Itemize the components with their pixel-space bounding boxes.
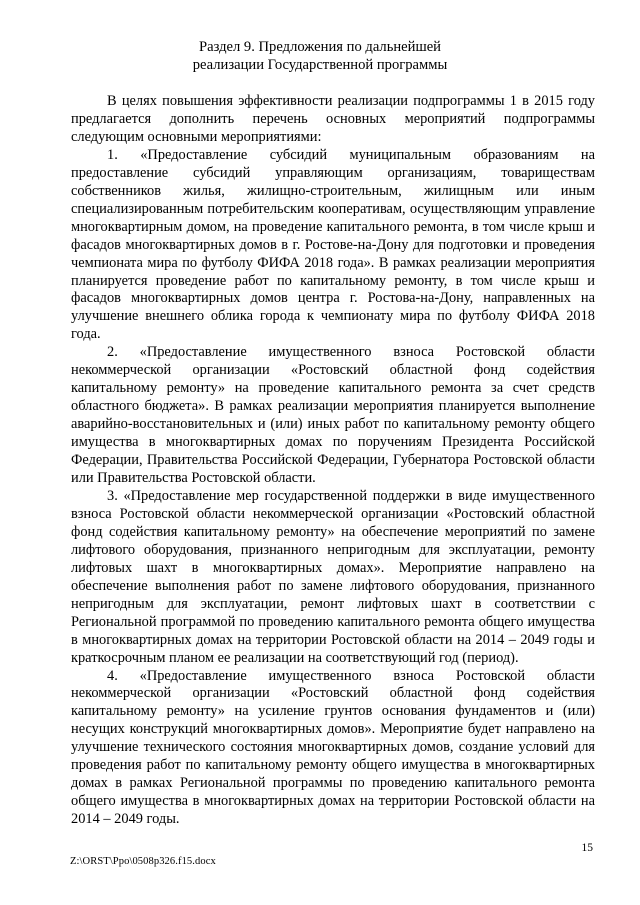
document-body [71, 93, 595, 829]
intro-paragraph: В целях повышения эффективности реализации подпрограммы 1 в 2015 году предлагается дополнить перечень основных мероприятий подпрограммы следующим основными мероприятиями: [71, 93, 595, 145]
file-path-footer: Z:\ORST\Ppo\0508p326.f15.docx [70, 856, 216, 867]
paragraph-item-4: 4. «Предоставление имущественного взноса Ростовской области некоммерческой организации «Ростовский областной фонд содействия капитальному ремонту» на усиление грунтов основания фундаментов и (или) несущих конструкций многоквартирных домов». Мероприятие будет направлено на улучшение технического состояния многоквартирных домов, создание условий для проведения работ по капитальному ремонту общего имущества в многоквартирных домах в рамках Региональной программы по проведению капитального ремонта общего имущества в многоквартирных домах на территории Ростовской области на 2014 – 2049 годы. [71, 667, 595, 828]
section-title-line-1: Раздел 9. Предложения по дальнейшей [199, 39, 441, 55]
section-title [0, 38, 640, 74]
paragraph-item-1: 1. «Предоставление субсидий муниципальным образованиям на предоставление субсидий управляющим организациям, товариществам собственников жилья, жилищно-строительным, жилищным или иным специализированным потребительским кооперативам, осуществляющим управление многоквартирным домом, на проведение капитального ремонта, в том числе крыш и фасадов многоквартирных домов в г. Ростове-на-Дону для подготовки и проведения чемпионата мира по футболу ФИФА 2018 года». В рамках реализации мероприятия планируется проведение работ по капитальному ремонту, в том числе крыш и фасадов многоквартирных домов центра г. Ростова-на-Дону, направленных на улучшение внешнего облика города к чемпионату мира по футболу ФИФА 2018 года. [71, 146, 595, 343]
page-number: 15 [581, 842, 593, 854]
paragraph-item-3: 3. «Предоставление мер государственной поддержки в виде имущественного взноса Ростовской области некоммерческой организации «Ростовский областной фонд содействия капитальному ремонту» на обеспечение мероприятий по замене лифтового оборудования, признанного непригодным для эксплуатации, ремонту лифтовых шахт в многоквартирных домах». Мероприятие направлено на обеспечение выполнения работ по замене лифтового оборудования, признанного непригодным для эксплуатации, ремонт лифтовых шахт в соответствии с Региональной программой по проведению капитального ремонта общего имущества в многоквартирных домах на территории Ростовской области на 2014 – 2049 годы и краткосрочным планом ее реализации на соответствующий год (период). [71, 487, 595, 666]
paragraph-item-2: 2. «Предоставление имущественного взноса Ростовской области некоммерческой организации «Ростовский областной фонд содействия капитальному ремонту» на проведение капитального ремонта за счет средств областного бюджета». В рамках реализации мероприятия планируется выполнение аварийно-восстановительных и (или) иных работ по капитальному ремонту общего имущества в многоквартирных домах по поручениям Президента Российской Федерации, Правительства Российской Федерации, Губернатора Ростовской области или Правительства Ростовской области. [71, 344, 595, 487]
section-title-line-2: реализации Государственной программы [192, 57, 448, 73]
